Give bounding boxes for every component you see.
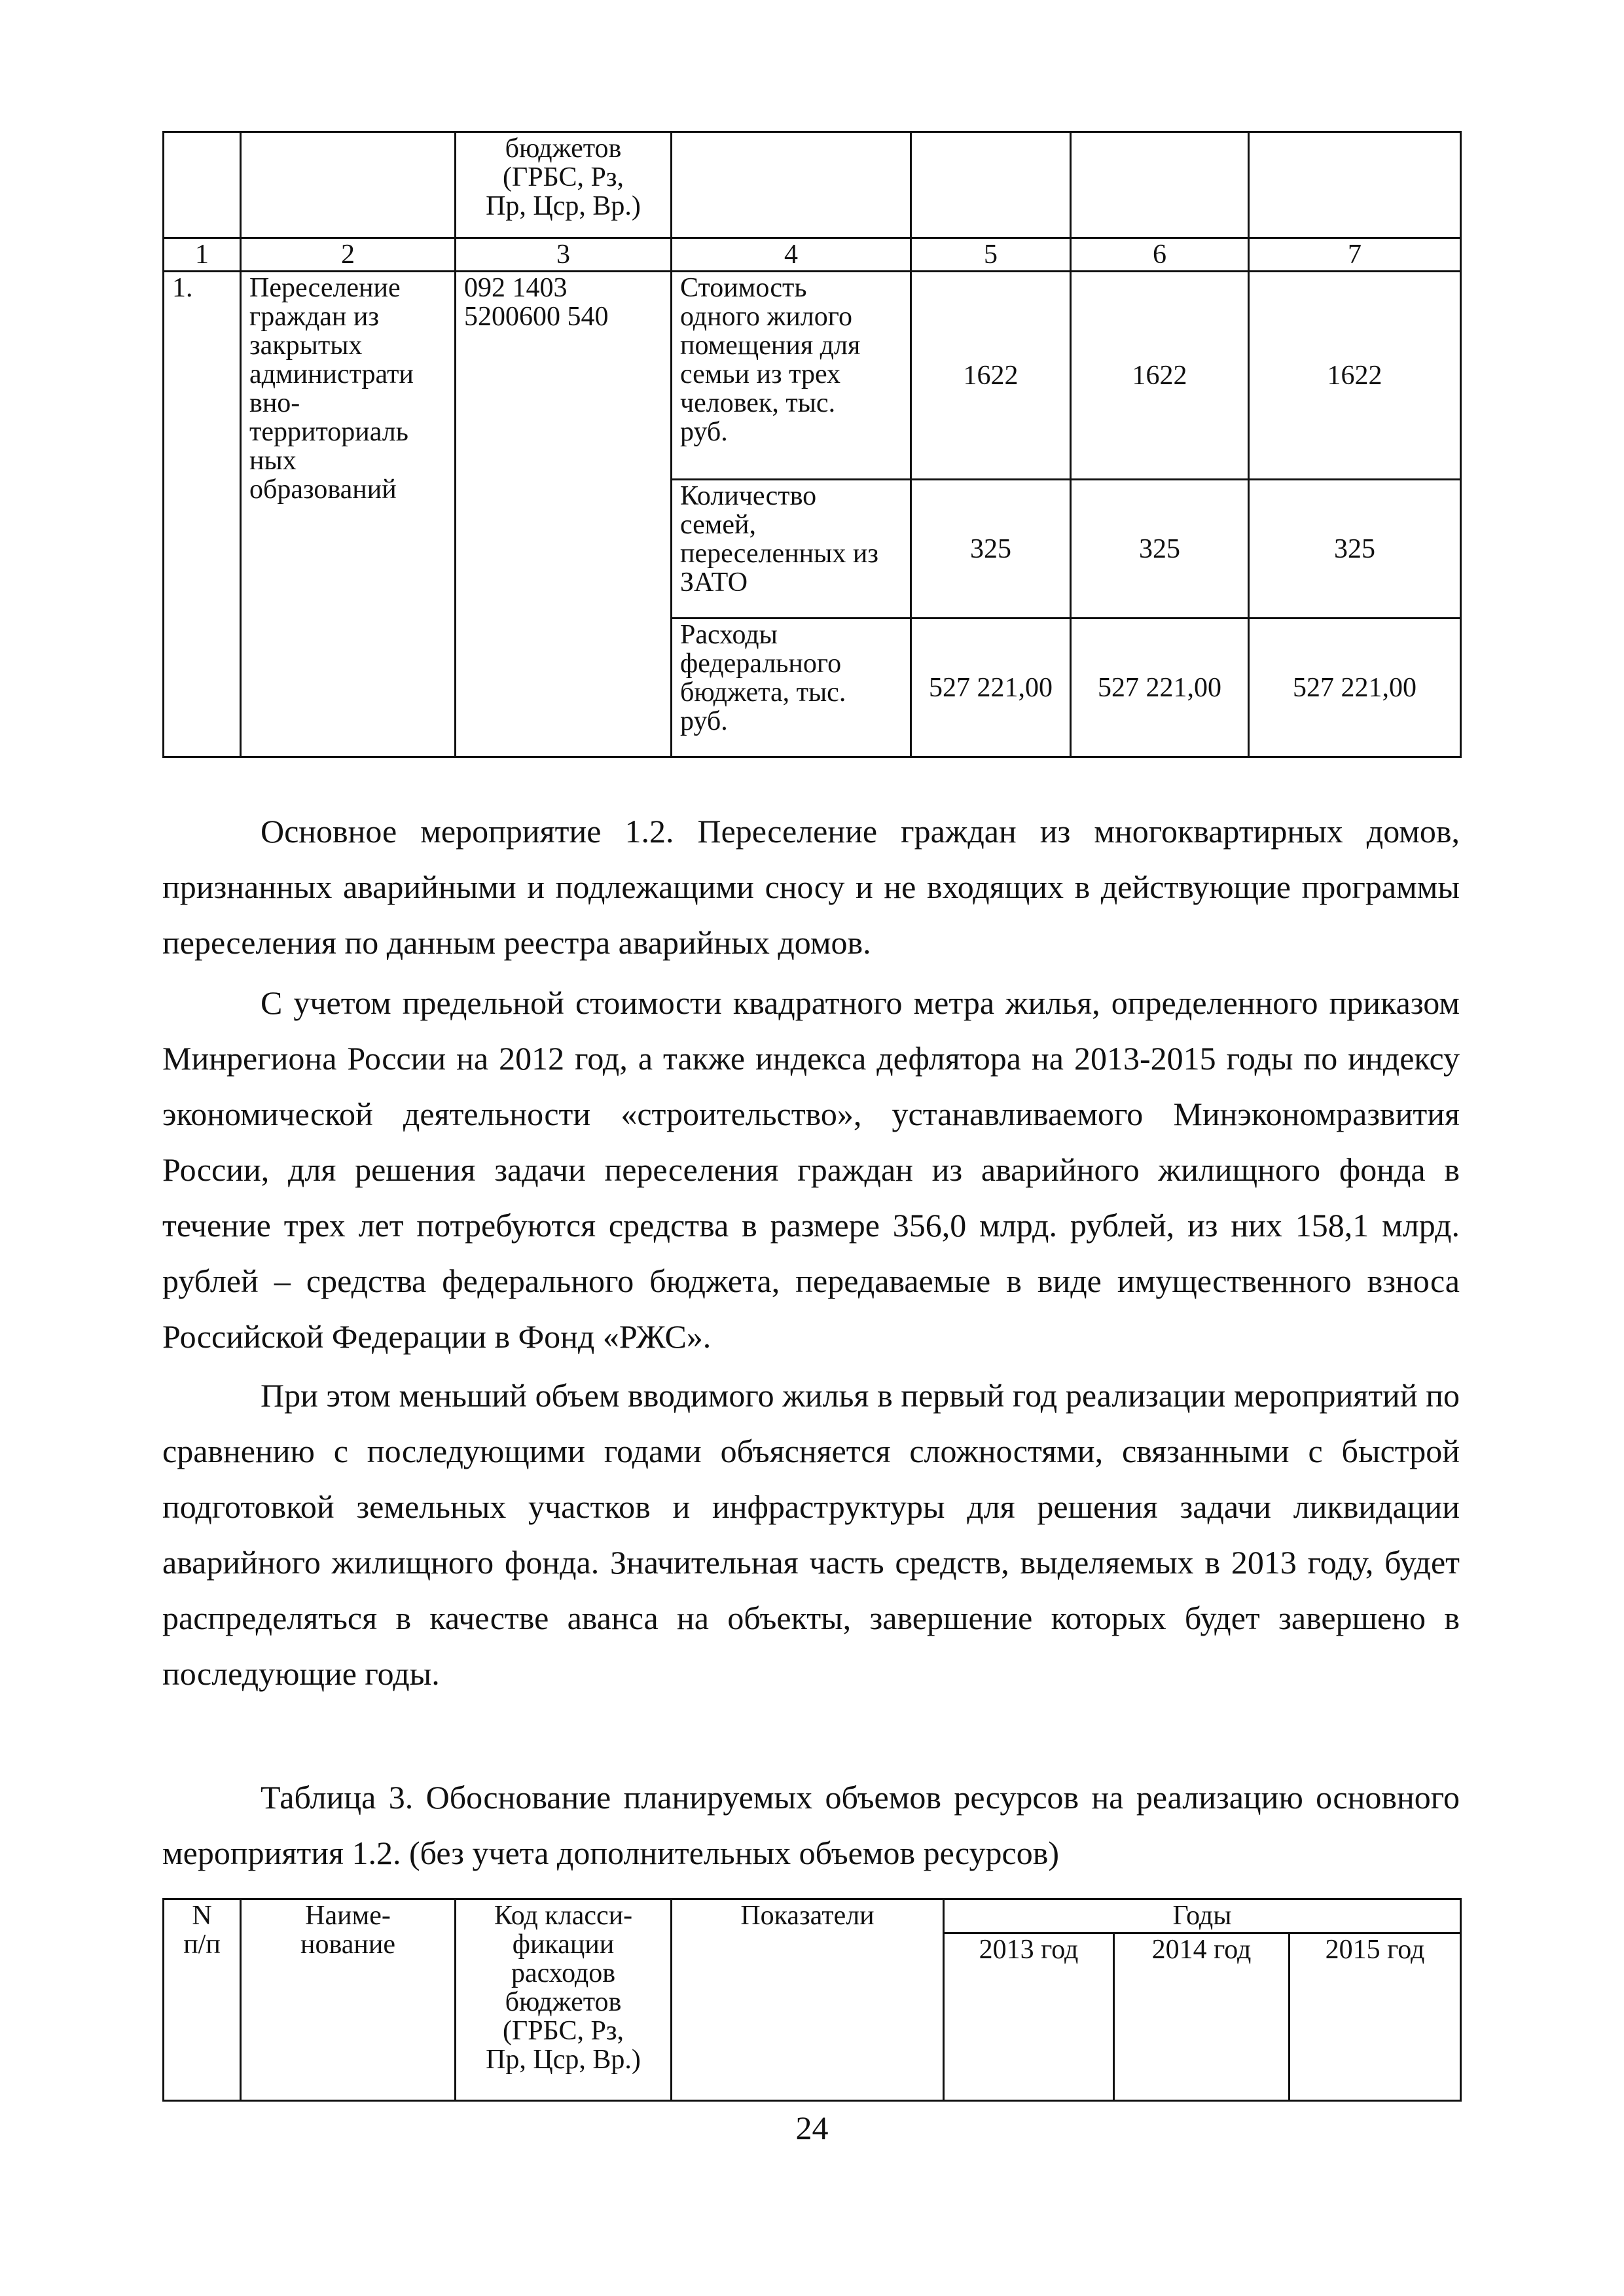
table-caption: Таблица 3. Обоснование планируемых объемов ресурсов на реализацию основного мероприятия 1.2. (без учета дополнительных объемов ресурсов): [162, 1779, 1460, 1871]
table-header-row: [164, 1899, 1461, 1933]
header-line: п/п: [183, 1929, 221, 1960]
indicator-label-line: бюджета, тыс.: [680, 677, 846, 708]
column-number: 7: [1249, 238, 1461, 272]
header-cell-years: Годы: [944, 1899, 1461, 1933]
header-line: фикации: [512, 1929, 615, 1960]
indicator-label: [672, 480, 911, 619]
indicator-label-line: руб.: [680, 706, 728, 736]
event-name-line: образований: [249, 475, 397, 505]
value-2014: 527 221,00: [1071, 619, 1249, 757]
value-2014: 1622: [1071, 272, 1249, 480]
indicator-label-line: федерального: [680, 649, 842, 679]
budget-code-line: 5200600 540: [464, 302, 609, 332]
header-cell-2015: [1249, 132, 1461, 238]
column-number: 5: [911, 238, 1071, 272]
indicator-label-line: Стоимость: [680, 273, 807, 303]
header-line: нование: [300, 1929, 395, 1960]
indicator-label-line: Расходы: [680, 620, 778, 650]
header-cell-2013: 2013 год: [944, 1933, 1114, 2101]
value-2015: 527 221,00: [1249, 619, 1461, 757]
value-2013: 325: [911, 480, 1071, 619]
value-2013: 1622: [911, 272, 1071, 480]
indicator-label-line: руб.: [680, 417, 728, 447]
header-code-line: бюджетов: [505, 134, 622, 164]
column-number: 6: [1071, 238, 1249, 272]
header-line: Пр, Цср, Вр.): [486, 2045, 641, 2075]
indicator-label-line: одного жилого: [680, 302, 852, 332]
value-2015: 1622: [1249, 272, 1461, 480]
header-cell-num: [164, 1899, 241, 2101]
header-cell-num: [164, 132, 241, 238]
column-number: 4: [672, 238, 911, 272]
header-cell-name: [241, 132, 456, 238]
indicator-label-line: ЗАТО: [680, 567, 748, 598]
column-number: 1: [164, 238, 241, 272]
page-number: 24: [795, 2109, 829, 2146]
header-line: бюджетов: [505, 1987, 622, 2017]
indicator-label-line: человек, тыс.: [680, 388, 836, 418]
header-cell-2014: [1071, 132, 1249, 238]
budget-code-cell: [456, 272, 672, 757]
header-line: расходов: [511, 1958, 616, 1988]
event-name-line: граждан из: [249, 302, 379, 332]
header-cell-indicator: [672, 132, 911, 238]
value-2014: 325: [1071, 480, 1249, 619]
value-2013: 527 221,00: [911, 619, 1071, 757]
header-cell-code: [456, 132, 672, 238]
event-name-line: ных: [249, 446, 297, 476]
resources-table-header: [162, 1898, 1462, 2102]
row-number: 1.: [164, 272, 241, 757]
indicator-label: [672, 272, 911, 480]
column-number-row: [164, 238, 1461, 272]
resources-table-continued: [162, 131, 1462, 758]
column-number: 3: [456, 238, 672, 272]
table-row: [164, 272, 1461, 480]
indicator-label: [672, 619, 911, 757]
header-code-line: (ГРБС, Рз,: [503, 162, 624, 192]
header-line: Наиме-: [305, 1901, 391, 1931]
event-name-line: администрати: [249, 359, 414, 389]
header-line: N: [192, 1901, 212, 1931]
column-number: 2: [241, 238, 456, 272]
indicator-label-line: помещения для: [680, 331, 861, 361]
event-name-cell: [241, 272, 456, 757]
event-name-line: территориаль: [249, 417, 408, 447]
budget-code-line: 092 1403: [464, 273, 568, 303]
paragraph-cost-basis: С учетом предельной стоимости квадратного метра жилья, определенного приказом Минрегиона России на 2012 год, а также индекса дефлятора на 2013-2015 годы по индексу экономической деятельности «строительство», устанавливаемого Минэкономразвития России, для решения задачи переселения граждан из аварийного жилищного фонда в течение трех лет потребуются средства в размере 356,0 млрд. рублей, из них 158,1 млрд. рублей – средства федерального бюджета, передаваемые в виде имущественного взноса Российской Федерации в Фонд «РЖС».: [162, 984, 1460, 1355]
header-line: (ГРБС, Рз,: [503, 2016, 624, 2046]
indicator-label-line: переселенных из: [680, 539, 878, 569]
header-cell-2015: 2015 год: [1290, 1933, 1461, 2101]
event-name-line: закрытых: [249, 331, 363, 361]
header-cell-2013: [911, 132, 1071, 238]
event-name-line: вно-: [249, 388, 300, 418]
indicator-label-line: семей,: [680, 510, 756, 540]
header-cell-code: [456, 1899, 672, 2101]
header-cell-name: [241, 1899, 456, 2101]
header-cell-indicators: Показатели: [672, 1899, 944, 2101]
table-header-row: [164, 132, 1461, 238]
value-2015: 325: [1249, 480, 1461, 619]
paragraph-first-year: При этом меньший объем вводимого жилья в первый год реализации мероприятий по сравнению с последующими годами объясняется сложностями, связанными с быстрой подготовкой земельных участков и инфраструктуры для решения задачи ликвидации аварийного жилищного фонда. Значительная часть средств, выделяемых в 2013 году, будет распределяться в качестве аванса на объекты, завершение которых будет завершено в последующие годы.: [162, 1377, 1460, 1692]
event-name-line: Переселение: [249, 273, 401, 303]
paragraph-main-event: Основное мероприятие 1.2. Переселение граждан из многоквартирных домов, признанных аварийными и подлежащими сносу и не входящих в действующие программы переселения по данным реестра аварийных домов.: [162, 813, 1460, 961]
header-code-line: Пр, Цср, Вр.): [486, 191, 641, 221]
indicator-label-line: семьи из трех: [680, 359, 841, 389]
indicator-label-line: Количество: [680, 481, 817, 511]
header-line: Код класси-: [494, 1901, 633, 1931]
header-cell-2014: 2014 год: [1114, 1933, 1290, 2101]
